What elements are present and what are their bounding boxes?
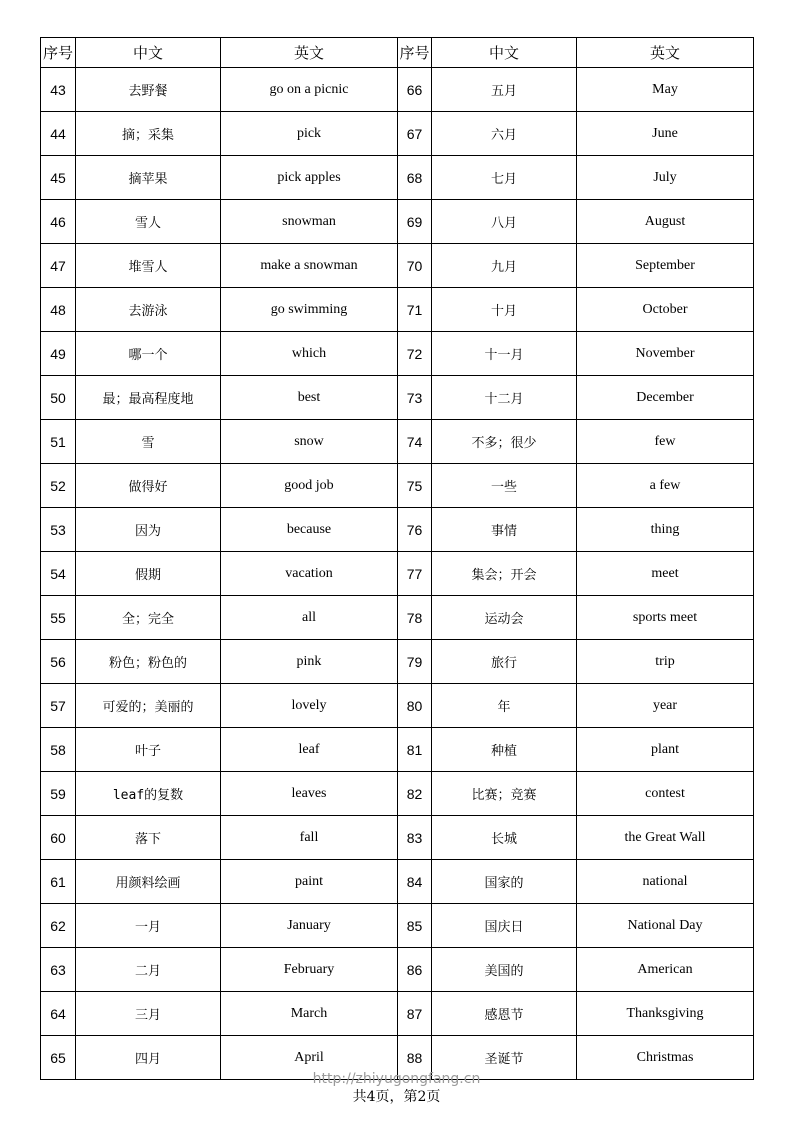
chinese-cell: 五月 [432, 68, 577, 112]
chinese-cell: 年 [432, 684, 577, 728]
english-cell: December [577, 376, 754, 420]
chinese-cell: 圣诞节 [432, 1036, 577, 1080]
chinese-cell: 一些 [432, 464, 577, 508]
english-cell: February [221, 948, 398, 992]
chinese-cell: 雪 [76, 420, 221, 464]
chinese-cell: 去游泳 [76, 288, 221, 332]
chinese-cell: 六月 [432, 112, 577, 156]
index-cell: 58 [41, 728, 76, 772]
table-row [41, 464, 754, 508]
index-cell: 60 [41, 816, 76, 860]
chinese-cell: 假期 [76, 552, 221, 596]
index-cell: 43 [41, 68, 76, 112]
chinese-cell: 叶子 [76, 728, 221, 772]
table-body [41, 68, 754, 1080]
chinese-cell: 二月 [76, 948, 221, 992]
table-row [41, 904, 754, 948]
english-cell: March [221, 992, 398, 1036]
table-row [41, 156, 754, 200]
index-cell: 57 [41, 684, 76, 728]
index-cell: 77 [398, 552, 432, 596]
index-cell: 49 [41, 332, 76, 376]
chinese-cell: 感恩节 [432, 992, 577, 1036]
header-chinese-left: 中文 [76, 38, 221, 68]
index-cell: 83 [398, 816, 432, 860]
english-cell: because [221, 508, 398, 552]
index-cell: 63 [41, 948, 76, 992]
chinese-cell: 堆雪人 [76, 244, 221, 288]
table-row [41, 992, 754, 1036]
chinese-cell: 粉色；粉色的 [76, 640, 221, 684]
chinese-cell: 做得好 [76, 464, 221, 508]
english-cell: National Day [577, 904, 754, 948]
table-row [41, 508, 754, 552]
table-row [41, 288, 754, 332]
table-row [41, 332, 754, 376]
chinese-cell: 十月 [432, 288, 577, 332]
table-row [41, 244, 754, 288]
index-cell: 50 [41, 376, 76, 420]
index-cell: 56 [41, 640, 76, 684]
index-cell: 66 [398, 68, 432, 112]
english-cell: thing [577, 508, 754, 552]
english-cell: vacation [221, 552, 398, 596]
index-cell: 54 [41, 552, 76, 596]
index-cell: 64 [41, 992, 76, 1036]
index-cell: 70 [398, 244, 432, 288]
chinese-cell: 四月 [76, 1036, 221, 1080]
table-row [41, 200, 754, 244]
header-chinese-right: 中文 [432, 38, 577, 68]
chinese-cell: 种植 [432, 728, 577, 772]
english-cell: national [577, 860, 754, 904]
index-cell: 68 [398, 156, 432, 200]
chinese-cell: 运动会 [432, 596, 577, 640]
index-cell: 44 [41, 112, 76, 156]
english-cell: pick [221, 112, 398, 156]
index-cell: 69 [398, 200, 432, 244]
chinese-cell: 国家的 [432, 860, 577, 904]
chinese-cell: 事情 [432, 508, 577, 552]
english-cell: good job [221, 464, 398, 508]
chinese-cell: 长城 [432, 816, 577, 860]
english-cell: sports meet [577, 596, 754, 640]
english-cell: pick apples [221, 156, 398, 200]
index-cell: 87 [398, 992, 432, 1036]
chinese-cell: 摘；采集 [76, 112, 221, 156]
index-cell: 78 [398, 596, 432, 640]
index-cell: 65 [41, 1036, 76, 1080]
index-cell: 67 [398, 112, 432, 156]
index-cell: 75 [398, 464, 432, 508]
english-cell: which [221, 332, 398, 376]
english-cell: few [577, 420, 754, 464]
english-cell: lovely [221, 684, 398, 728]
watermark-url: http://zhiyugongfang.cn [312, 1071, 481, 1087]
english-cell: go on a picnic [221, 68, 398, 112]
chinese-cell: 一月 [76, 904, 221, 948]
header-index-left: 序号 [41, 38, 76, 68]
chinese-cell: 摘苹果 [76, 156, 221, 200]
index-cell: 59 [41, 772, 76, 816]
chinese-cell: 集会；开会 [432, 552, 577, 596]
index-cell: 88 [398, 1036, 432, 1080]
english-cell: the Great Wall [577, 816, 754, 860]
english-cell: make a snowman [221, 244, 398, 288]
english-cell: plant [577, 728, 754, 772]
english-cell: contest [577, 772, 754, 816]
index-cell: 47 [41, 244, 76, 288]
table-row [41, 68, 754, 112]
index-cell: 52 [41, 464, 76, 508]
chinese-cell: 美国的 [432, 948, 577, 992]
english-cell: pink [221, 640, 398, 684]
table-row [41, 860, 754, 904]
index-cell: 61 [41, 860, 76, 904]
chinese-cell: 十二月 [432, 376, 577, 420]
english-cell: trip [577, 640, 754, 684]
english-cell: August [577, 200, 754, 244]
chinese-cell: 国庆日 [432, 904, 577, 948]
table-header-row [41, 38, 754, 68]
index-cell: 73 [398, 376, 432, 420]
index-cell: 81 [398, 728, 432, 772]
english-cell: Thanksgiving [577, 992, 754, 1036]
english-cell: American [577, 948, 754, 992]
english-cell: June [577, 112, 754, 156]
english-cell: paint [221, 860, 398, 904]
header-index-right: 序号 [398, 38, 432, 68]
chinese-cell: 三月 [76, 992, 221, 1036]
index-cell: 76 [398, 508, 432, 552]
table-row [41, 112, 754, 156]
index-cell: 51 [41, 420, 76, 464]
index-cell: 74 [398, 420, 432, 464]
index-cell: 82 [398, 772, 432, 816]
chinese-cell: 七月 [432, 156, 577, 200]
table-row [41, 772, 754, 816]
header-english-right: 英文 [577, 38, 754, 68]
english-cell: April [221, 1036, 398, 1080]
english-cell: January [221, 904, 398, 948]
table-row [41, 552, 754, 596]
chinese-cell: 九月 [432, 244, 577, 288]
chinese-cell: 十一月 [432, 332, 577, 376]
index-cell: 84 [398, 860, 432, 904]
table-row [41, 420, 754, 464]
chinese-cell: 最；最高程度地 [76, 376, 221, 420]
english-cell: leaf [221, 728, 398, 772]
chinese-cell: 旅行 [432, 640, 577, 684]
index-cell: 79 [398, 640, 432, 684]
chinese-cell: 因为 [76, 508, 221, 552]
chinese-cell: 哪一个 [76, 332, 221, 376]
index-cell: 53 [41, 508, 76, 552]
index-cell: 80 [398, 684, 432, 728]
table-row [41, 684, 754, 728]
english-cell: September [577, 244, 754, 288]
chinese-cell: 全；完全 [76, 596, 221, 640]
chinese-cell: 去野餐 [76, 68, 221, 112]
english-cell: July [577, 156, 754, 200]
index-cell: 86 [398, 948, 432, 992]
table-row [41, 816, 754, 860]
chinese-cell: 落下 [76, 816, 221, 860]
table-row [41, 948, 754, 992]
english-cell: leaves [221, 772, 398, 816]
index-cell: 46 [41, 200, 76, 244]
index-cell: 48 [41, 288, 76, 332]
english-cell: meet [577, 552, 754, 596]
english-cell: May [577, 68, 754, 112]
english-cell: year [577, 684, 754, 728]
english-cell: fall [221, 816, 398, 860]
index-cell: 45 [41, 156, 76, 200]
english-cell: November [577, 332, 754, 376]
english-cell: October [577, 288, 754, 332]
vocabulary-table [40, 37, 754, 1080]
english-cell: snow [221, 420, 398, 464]
english-cell: a few [577, 464, 754, 508]
table-row [41, 728, 754, 772]
english-cell: Christmas [577, 1036, 754, 1080]
index-cell: 71 [398, 288, 432, 332]
english-cell: best [221, 376, 398, 420]
chinese-cell: 比赛；竞赛 [432, 772, 577, 816]
index-cell: 62 [41, 904, 76, 948]
chinese-cell: leaf的复数 [76, 772, 221, 816]
chinese-cell: 可爱的；美丽的 [76, 684, 221, 728]
english-cell: go swimming [221, 288, 398, 332]
table-row [41, 640, 754, 684]
english-cell: all [221, 596, 398, 640]
index-cell: 72 [398, 332, 432, 376]
table-row [41, 376, 754, 420]
index-cell: 55 [41, 596, 76, 640]
chinese-cell: 雪人 [76, 200, 221, 244]
chinese-cell: 用颜料绘画 [76, 860, 221, 904]
table-row [41, 596, 754, 640]
english-cell: snowman [221, 200, 398, 244]
index-cell: 85 [398, 904, 432, 948]
chinese-cell: 不多；很少 [432, 420, 577, 464]
header-english-left: 英文 [221, 38, 398, 68]
page-footer: 共4页，第2页 [352, 1089, 441, 1105]
chinese-cell: 八月 [432, 200, 577, 244]
